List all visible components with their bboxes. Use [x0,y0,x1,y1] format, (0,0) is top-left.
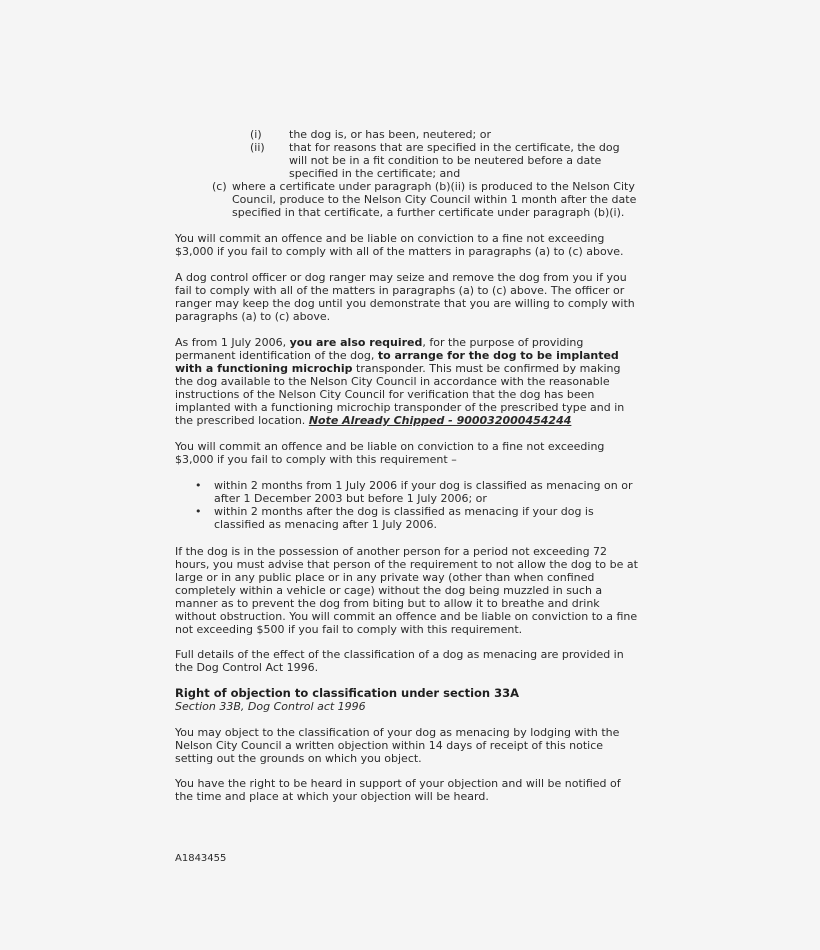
bullet-icon: • [195,505,202,518]
list-item [195,505,640,531]
microchip-offence-paragraph: You will commit an offence and be liable on conviction to a fine not exceeding $3,000 if you fail to comply with this requirement – [175,440,605,466]
sub-item-text: that for reasons that are specified in the certificate, the dog will not be in a fit condition to be neutered before a date specified in the certificate; and [289,141,620,180]
seizure-paragraph: A dog control officer or dog ranger may seize and remove the dog from you if you fail to comply with all of the matters in paragraphs (a) to (c) above. The officer or ranger may keep the dog until you demonstrate that you are willing to comply with paragraphs (a) to (c) above. [175,271,635,323]
section-subheading: Section 33B, Dog Control act 1996 [175,700,366,713]
sub-item-number: (ii) [250,141,265,154]
text-run: As from 1 July 2006, [175,336,290,349]
list-item [195,479,640,505]
sub-item-number: (i) [250,128,262,141]
section-heading: Right of objection to classification under section 33A [175,686,520,700]
paragraph-item-c [212,180,642,219]
emphasis-required: you are also required [289,336,423,349]
text-run: transponder. This must be confirmed by making the dog available to the Nelson City Council in accordance with the reasonable instructions of the Nelson City Council for verification that the dog has been implanted with a functioning microchip transponder of the prescribed type and in the prescribed location. [175,362,625,427]
emphasis-microchip: to arrange for the dog to be implanted with a functioning microchip [175,349,619,375]
list-item-text: within 2 months from 1 July 2006 if your dog is classified as menacing on or after 1 December 2003 but before 1 July 2006; or [214,479,633,505]
microchip-note: Note Already Chipped - 900032000454244 [308,414,572,427]
offence-paragraph: You will commit an offence and be liable on conviction to a fine not exceeding $3,000 if you fail to comply with all of the matters in paragraphs (a) to (c) above. [175,232,624,258]
sub-item-i [250,128,640,141]
text-run: , for the purpose of providing permanent identification of the dog, [175,336,584,362]
item-text: where a certificate under paragraph (b)(ii) is produced to the Nelson City Council, produce to the Nelson City Council within 1 month after the date specified in that certificate, a further certificate under paragraph (b)(i). [232,180,637,219]
objection-paragraph: You may object to the classification of your dog as menacing by lodging with the Nelson City Council a written objection within 14 days of receipt of this notice setting out the grounds on which you object. [175,726,620,765]
sub-item-text: the dog is, or has been, neutered; or [289,128,491,141]
document-id: A1843455 [175,853,227,864]
sub-item-ii [250,141,640,180]
microchip-paragraph [175,336,640,427]
section-heading-block [175,687,640,713]
muzzle-paragraph: If the dog is in the possession of another person for a period not exceeding 72 hours, you must advise that person of the requirement to not allow the dog to be at large or in any public place or in any private way (other than when confined completely within a vehicle or cage) without the dog being muzzled in such a manner as to prevent the dog from biting but to allow it to breathe and drink without obstruction. You will commit an offence and be liable on conviction to a fine not exceeding $500 if you fail to comply with this requirement. [175,545,638,636]
details-paragraph: Full details of the effect of the classification of a dog as menacing are provided in the Dog Control Act 1996. [175,648,624,674]
hearing-paragraph: You have the right to be heard in support of your objection and will be notified of the time and place at which your objection will be heard. [175,777,621,803]
item-number: (c) [212,180,227,193]
bullet-icon: • [195,479,202,492]
list-item-text: within 2 months after the dog is classified as menacing if your dog is classified as menacing after 1 July 2006. [214,505,594,531]
